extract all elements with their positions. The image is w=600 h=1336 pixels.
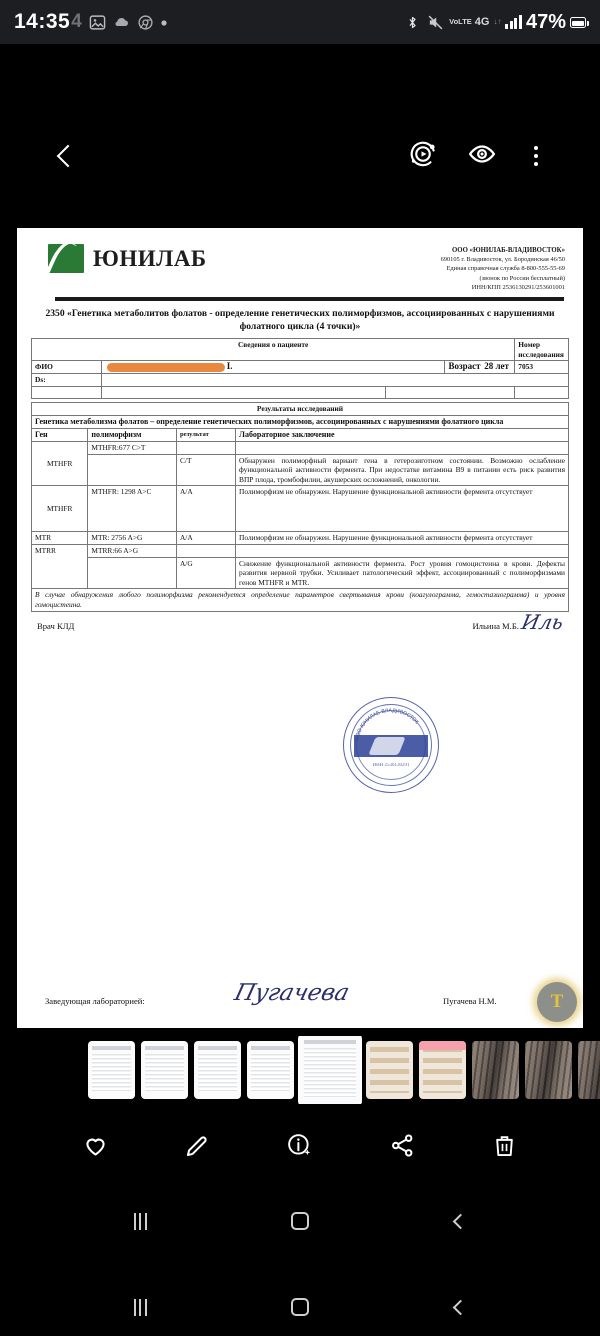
conclusion-2756: Полиморфизм не обнаружен. Нарушение функциональной активности фермента отсутствует [236, 532, 569, 545]
gene-mtrr: MTRR [32, 544, 88, 588]
home-icon [291, 1212, 309, 1230]
status-bar [0, 0, 600, 44]
table-row [32, 361, 569, 374]
mute-icon [426, 14, 445, 31]
spacer-cell [32, 386, 102, 399]
fio-label: ФИО [32, 361, 102, 374]
company-phone: Единая справочная служба 8-800-555-55-69 [446, 265, 565, 273]
result-aa-2756: A/A [176, 532, 235, 545]
letterhead [31, 238, 569, 292]
recents-button-secondary[interactable] [114, 1285, 166, 1329]
results-subtitle: Генетика метаболизма фолатов – определение генетических полиморфизмов, ассоциированных с нарушениями фолатного цикла [32, 415, 569, 428]
spacer-cell [386, 386, 515, 399]
results-table [31, 402, 569, 611]
thumbnail-filmstrip[interactable] [0, 1036, 600, 1104]
status-time-ghost: 4 [71, 11, 82, 32]
thumbnail-item[interactable] [88, 1041, 135, 1099]
thumbnail-item[interactable] [578, 1041, 600, 1099]
ds-value [101, 374, 568, 387]
table-row [32, 589, 569, 611]
edit-icon [184, 1132, 211, 1164]
age-value: 28 лет [484, 361, 509, 372]
volte-label: VoLTE [449, 17, 472, 26]
fio-value: І. [101, 361, 445, 374]
back-nav-button-secondary[interactable] [434, 1285, 486, 1329]
stamp-area [31, 697, 569, 857]
result-empty-2 [176, 544, 235, 557]
study-number-label: Номер исследования [515, 339, 569, 361]
spacer-cell [101, 386, 386, 399]
patient-table [31, 338, 569, 399]
gene-mthfr: MTHFR [32, 441, 88, 485]
signal-icon [505, 15, 522, 29]
table-row [32, 486, 569, 532]
delete-icon [491, 1132, 518, 1164]
table-row [32, 532, 569, 545]
result-aa-1298: A/A [176, 486, 235, 532]
conclusion-677: Обнаружен полиморфный вариант гена в гетерозиготном состоянии. Возможно ослабление функциональной активности фермента. При недостатке витамина В9 в питании есть риск развития ВПР плода, тромбофилии, акушерских осложнений, онкологии. [236, 454, 569, 486]
motion-photo-icon [408, 139, 438, 174]
col-conclusion: Лабораторное заключение [236, 429, 569, 442]
status-time: 14:35 [14, 10, 71, 33]
col-result: результат [176, 429, 235, 442]
document-title: 2350 «Генетика метаболитов фолатов - определение генетических полиморфизмов, ассоциированных с нарушениями фолатного цикла (4 точки)» [45, 308, 555, 332]
battery-percent: 47% [525, 10, 566, 33]
doctor-name: Ильина М.Б. [472, 620, 519, 631]
watermark-badge [537, 982, 577, 1022]
company-name: ООО «ЮНИЛАБ-ВЛАДИВОСТОК» [452, 247, 565, 254]
ds-label: Ds: [32, 374, 102, 387]
favorite-button[interactable] [72, 1125, 118, 1171]
favorite-icon [82, 1132, 109, 1164]
polymorphism-spacer-2 [88, 557, 177, 589]
gene-mtr: MTR [32, 532, 88, 545]
dot-icon [161, 14, 167, 31]
thumbnail-item-selected[interactable] [300, 1036, 360, 1104]
recents-icon [134, 1299, 147, 1316]
eye-icon [467, 139, 497, 174]
table-row [32, 415, 569, 428]
unilab-logo [48, 244, 207, 273]
company-inn: ИНН/КПП 2536130291/253601001 [471, 283, 565, 291]
data-arrows-icon: ↓↑ [493, 17, 502, 26]
motion-photo-button[interactable] [397, 130, 449, 182]
table-row [32, 544, 569, 557]
gallery-icon [89, 14, 106, 31]
head-name: Пугачева Н.М. [443, 996, 497, 1006]
conclusion-empty [236, 441, 569, 454]
home-icon [291, 1298, 309, 1316]
back-nav-button[interactable] [434, 1199, 486, 1243]
info-sparkle-icon [286, 1132, 313, 1164]
stamp-inn: ИНН 2536130291 [372, 762, 410, 768]
share-button[interactable] [379, 1125, 425, 1171]
spacer-cell [515, 386, 569, 399]
doctor-signature-row [37, 609, 566, 634]
thumbnail-item[interactable] [525, 1041, 572, 1099]
head-signature-row [45, 980, 565, 1006]
study-number: 7053 [515, 361, 569, 374]
polymorphism-spacer [88, 454, 177, 486]
bluetooth-icon [405, 14, 422, 31]
navigation-bar [0, 1192, 600, 1250]
head-signature-mark: Пугачева [231, 980, 353, 1006]
age-cell [445, 361, 515, 374]
svg-text:ООО ЮНИЛАБ-ВЛАДИВОСТОК: О ЮНИЛАБ-ВЛАДИВОСТОК [356, 707, 420, 734]
logo-text: ЮНИЛАБ [93, 245, 207, 271]
weather-icon [113, 14, 130, 31]
edit-button[interactable] [175, 1125, 221, 1171]
thumbnail-item[interactable] [472, 1041, 519, 1099]
chrome-icon [137, 14, 154, 31]
home-button-secondary[interactable] [274, 1285, 326, 1329]
table-row [32, 374, 569, 387]
recents-button[interactable] [114, 1199, 166, 1243]
polymorphism-1298: MTHFR: 1298 A>C [88, 486, 177, 532]
thumbnail-item[interactable] [247, 1041, 294, 1099]
head-role: Заведующая лабораторией: [45, 996, 145, 1006]
table-row [32, 441, 569, 454]
result-empty [176, 441, 235, 454]
footnote: В случае обнаружения любого полиморфизма рекомендуется определение параметров свертывания крови (коагулограмма, гемостазиограмма) и уровня гомоцистеина. [32, 589, 569, 611]
back-icon [57, 145, 80, 168]
header-divider [55, 297, 564, 301]
gene-mthfr-2: MTHFR [32, 486, 88, 532]
conclusion-empty-2 [236, 544, 569, 557]
doctor-role: Врач КЛД [37, 620, 75, 631]
table-row [32, 339, 569, 361]
status-bar-left [14, 10, 167, 34]
more-vertical-icon [534, 146, 538, 166]
polymorphism-2756: MTR: 2756 A>G [88, 532, 177, 545]
table-header-row [32, 429, 569, 442]
result-ag: A/G [176, 557, 235, 589]
official-stamp-icon [343, 697, 439, 793]
document-page[interactable] [17, 228, 583, 1028]
back-button[interactable] [42, 130, 94, 182]
table-row [32, 403, 569, 416]
more-options-button[interactable] [510, 130, 562, 182]
action-bar [0, 1112, 600, 1184]
thumbnail-item[interactable] [419, 1041, 466, 1099]
battery-icon [570, 17, 586, 28]
delete-button[interactable] [482, 1125, 528, 1171]
conclusion-66: Снижение функциональной активности фермента. Рост уровня гомоцистеина в крови. Дефекты развития нервной трубки. Усиливает патологический эффект, ассоциированный с полиморфизмами генов MTHFR и MTR. [236, 557, 569, 589]
recents-icon [134, 1213, 147, 1230]
back-nav-icon [452, 1213, 468, 1229]
home-button[interactable] [274, 1199, 326, 1243]
top-toolbar [0, 44, 600, 182]
redaction-mark [107, 363, 225, 372]
thumbnail-item[interactable] [194, 1041, 241, 1099]
navigation-bar-secondary [0, 1278, 600, 1336]
view-toggle-button[interactable] [456, 130, 508, 182]
polymorphism-677: MTHFR:677 C>T [88, 441, 177, 454]
status-bar-right [405, 11, 586, 34]
thumbnail-item[interactable] [141, 1041, 188, 1099]
col-polymorphism: полиморфизм [88, 429, 177, 442]
company-address: 690105 г. Владивосток, ул. Бородинская 46/50 [440, 256, 565, 264]
company-phone-note: (звонок по России бесплатный) [479, 274, 565, 282]
doctor-signature-block [472, 609, 566, 634]
share-icon [389, 1132, 416, 1164]
col-gene: Ген [32, 429, 88, 442]
thumbnail-item[interactable] [366, 1041, 413, 1099]
doctor-signature-mark: Иль [519, 609, 566, 634]
back-nav-icon [452, 1299, 468, 1315]
result-ct: C/T [176, 454, 235, 486]
polymorphism-66: MTRR:66 A>G [88, 544, 177, 557]
info-button[interactable] [277, 1125, 323, 1171]
document-content [17, 228, 583, 857]
network-label: 4G [474, 16, 490, 28]
table-row [32, 454, 569, 486]
patient-band: Сведения о пациенте [32, 339, 515, 361]
conclusion-1298: Полиморфизм не обнаружен. Нарушение функциональной активности фермента отсутствует [236, 486, 569, 532]
leaf-logo-icon [48, 244, 84, 273]
table-row [32, 557, 569, 589]
table-row [32, 386, 569, 399]
results-band: Результаты исследований [32, 403, 569, 416]
watermark-badge-label: T [550, 991, 564, 1012]
age-label: Возраст [448, 361, 481, 372]
company-contacts [441, 246, 569, 292]
